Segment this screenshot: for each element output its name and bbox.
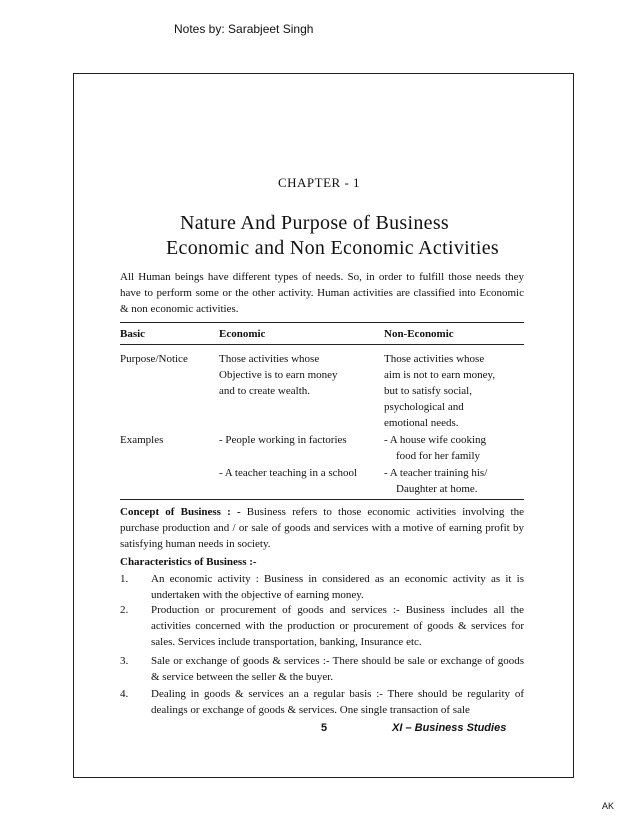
- list-item-text: An economic activity : Business in considered as an economic activity as it is undertaken with the objective of earning money.: [151, 573, 524, 601]
- table-cell-purpose-economic-3: and to create wealth.: [219, 385, 311, 397]
- concept-label: Concept of Business : -: [120, 506, 241, 518]
- page-number: 5: [321, 722, 328, 734]
- concept-text: Business refers to those economic activities involving the purchase production and / or sale of goods and services with a motive of earning profit by satisfying human needs in society.: [120, 506, 524, 550]
- table-cell-example-economic-1: - People working in factories: [219, 434, 347, 446]
- list-item-text: Dealing in goods & services an a regular basis :- There should be regularity of dealings or exchange of goods & services. One single transaction of sale: [151, 688, 524, 716]
- table-header-economic: Economic: [219, 328, 266, 340]
- list-item-number: 3.: [120, 655, 129, 667]
- list-item-text: Production or procurement of goods and services :- Business includes all the activities concerned with the production or procurement of goods & services for sales. Services include transportation, banking, Insurance etc.: [151, 604, 524, 648]
- table-bottom-rule: [120, 499, 524, 500]
- table-row-purpose-label: Purpose/Notice: [120, 353, 188, 365]
- footer-subject: XI – Business Studies: [392, 722, 507, 734]
- table-cell-purpose-non-economic-4: psychological and: [384, 401, 464, 413]
- list-item-text: Sale or exchange of goods & services :- There should be sale or exchange of goods & service between the seller & the buyer.: [151, 655, 524, 683]
- title-line-1: Nature And Purpose of Business: [180, 212, 449, 234]
- table-header-non-economic: Non-Economic: [384, 328, 454, 340]
- table-cell-example-economic-2: - A teacher teaching in a school: [219, 467, 358, 479]
- characteristics-heading: Characteristics of Business :-: [120, 556, 257, 568]
- list-item-number: 2.: [120, 604, 129, 616]
- table-cell-purpose-economic-2: Objective is to earn money: [219, 369, 338, 381]
- title-line-2: Economic and Non Economic Activities: [166, 237, 499, 259]
- table-header-basic: Basic: [120, 328, 146, 340]
- notes-author: Notes by: Sarabjeet Singh: [174, 22, 314, 36]
- corner-mark: AK: [601, 801, 614, 811]
- table-cell-example-non-economic-2b: Daughter at home.: [396, 483, 478, 495]
- concept-paragraph: [120, 504, 524, 552]
- table-row-examples-label: Examples: [120, 434, 164, 446]
- table-cell-purpose-non-economic-2: aim is not to earn money,: [384, 369, 496, 381]
- table-header-rule: [120, 344, 524, 345]
- list-item-number: 4.: [120, 688, 129, 700]
- chapter-heading: CHAPTER - 1: [277, 175, 361, 190]
- table-cell-example-non-economic-2a: - A teacher training his/: [384, 467, 488, 479]
- table-cell-example-non-economic-1b: food for her family: [396, 450, 480, 462]
- table-cell-example-non-economic-1a: - A house wife cooking: [384, 434, 487, 446]
- table-top-rule: [120, 322, 524, 323]
- intro-paragraph: All Human beings have different types of needs. So, in order to fulfill those needs they have to perform some or the other activity. Human activities are classified into Economic & non economic activities.: [120, 271, 524, 315]
- list-item-number: 1.: [120, 573, 129, 585]
- table-cell-purpose-non-economic-5: emotional needs.: [384, 417, 459, 429]
- table-cell-purpose-economic-1: Those activities whose: [219, 353, 320, 365]
- table-cell-purpose-non-economic-1: Those activities whose: [384, 353, 485, 365]
- table-cell-purpose-non-economic-3: but to satisfy social,: [384, 385, 472, 397]
